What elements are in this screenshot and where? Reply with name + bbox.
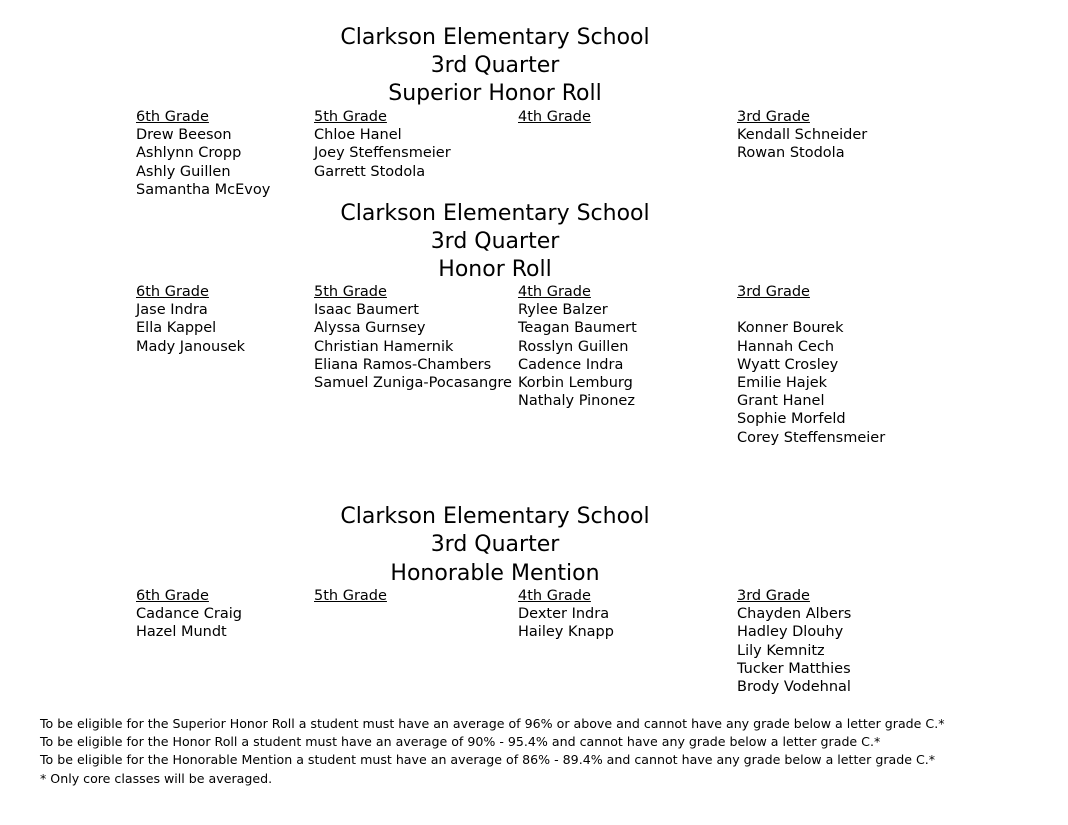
grade-column-6th (136, 283, 245, 356)
note-honor-roll: To be eligible for the Honor Roll a student must have an average of 90% - 95.4% and cannot have any grade below a letter grade C.* (40, 734, 881, 750)
student-name: Drew Beeson (136, 127, 232, 144)
student-name: Rowan Stodola (737, 145, 845, 162)
student-name: Lily Kemnitz (737, 642, 825, 659)
student-name: Christian Hamernik (314, 338, 454, 355)
note-core-classes: * Only core classes will be averaged. (40, 770, 273, 786)
student-name: Hazel Mundt (136, 624, 227, 641)
grade-heading: 4th Grade (518, 284, 591, 300)
student-name-blank (737, 301, 885, 319)
student-name: Sophie Morfeld (737, 411, 846, 428)
student-name: Ella Kappel (136, 320, 217, 337)
student-name: Grant Hanel (737, 393, 825, 410)
quarter-label: 3rd Quarter (430, 532, 560, 557)
grade-column-3rd (737, 587, 851, 696)
grade-heading: 4th Grade (518, 588, 591, 604)
student-name: Nathaly Pinonez (518, 393, 635, 410)
grade-heading: 5th Grade (314, 588, 387, 604)
grade-column-5th (314, 283, 512, 392)
student-name: Cadence Indra (518, 356, 624, 373)
grade-column-6th (136, 587, 242, 642)
grade-column-5th (314, 587, 387, 605)
grade-column-3rd (737, 283, 885, 447)
student-name: Eliana Ramos-Chambers (314, 356, 492, 373)
school-name: Clarkson Elementary School (340, 201, 650, 226)
grade-heading: 3rd Grade (737, 284, 810, 300)
student-name: Dexter Indra (518, 606, 610, 623)
student-name: Konner Bourek (737, 320, 844, 337)
student-name: Mady Janousek (136, 338, 246, 355)
student-name: Rylee Balzer (518, 302, 608, 319)
list-title: Honorable Mention (390, 561, 600, 586)
note-superior-honor-roll: To be eligible for the Superior Honor Roll a student must have an average of 96% or above and cannot have any grade below a letter grade C.* (40, 716, 945, 731)
grade-heading: 4th Grade (518, 109, 591, 125)
student-name: Hannah Cech (737, 338, 835, 355)
student-name: Ashly Guillen (136, 163, 231, 180)
student-name: Tucker Matthies (737, 660, 851, 677)
grade-heading: 5th Grade (314, 109, 387, 125)
quarter-label: 3rd Quarter (430, 53, 560, 78)
grade-column-3rd (737, 108, 867, 163)
student-name: Emilie Hajek (737, 375, 828, 391)
school-name: Clarkson Elementary School (340, 504, 650, 529)
student-name: Samuel Zuniga-Pocasangre (314, 375, 512, 392)
student-name: Hadley Dlouhy (737, 624, 844, 641)
student-name: Chayden Albers (737, 606, 852, 623)
grade-heading: 5th Grade (314, 284, 387, 300)
student-name: Rosslyn Guillen (518, 338, 629, 355)
student-name: Ashlynn Cropp (136, 145, 242, 162)
student-name: Wyatt Crosley (737, 356, 839, 373)
list-title: Honor Roll (438, 257, 552, 282)
grade-heading: 6th Grade (136, 109, 209, 125)
student-name: Jase Indra (136, 302, 208, 319)
student-name: Brody Vodehnal (737, 679, 851, 696)
grade-heading: 6th Grade (136, 588, 209, 604)
student-name: Garrett Stodola (314, 163, 426, 180)
student-name: Teagan Baumert (518, 320, 637, 337)
grade-heading: 3rd Grade (737, 588, 810, 604)
grade-column-4th (518, 283, 637, 410)
grade-column-4th (518, 108, 591, 126)
grade-column-4th (518, 587, 614, 642)
student-name: Chloe Hanel (314, 127, 402, 144)
quarter-label: 3rd Quarter (430, 229, 560, 254)
grade-heading: 3rd Grade (737, 109, 810, 125)
student-name: Hailey Knapp (518, 624, 614, 641)
eligibility-notes (40, 715, 945, 788)
student-name: Corey Steffensmeier (737, 429, 886, 446)
grade-heading: 6th Grade (136, 284, 209, 300)
student-name: Joey Steffensmeier (314, 145, 451, 162)
student-name: Alyssa Gurnsey (314, 320, 426, 337)
student-name: Cadance Craig (136, 606, 242, 623)
student-name: Kendall Schneider (737, 127, 868, 144)
grade-column-5th (314, 108, 451, 181)
note-honorable-mention: To be eligible for the Honorable Mention a student must have an average of 86% - 89.4% and cannot have any grade below a letter grade C.* (40, 752, 936, 768)
student-name: Samantha McEvoy (136, 181, 271, 198)
school-name: Clarkson Elementary School (340, 25, 650, 50)
student-name: Isaac Baumert (314, 302, 419, 319)
list-title: Superior Honor Roll (388, 81, 602, 106)
student-name: Korbin Lemburg (518, 375, 633, 392)
grade-column-6th (136, 108, 270, 199)
